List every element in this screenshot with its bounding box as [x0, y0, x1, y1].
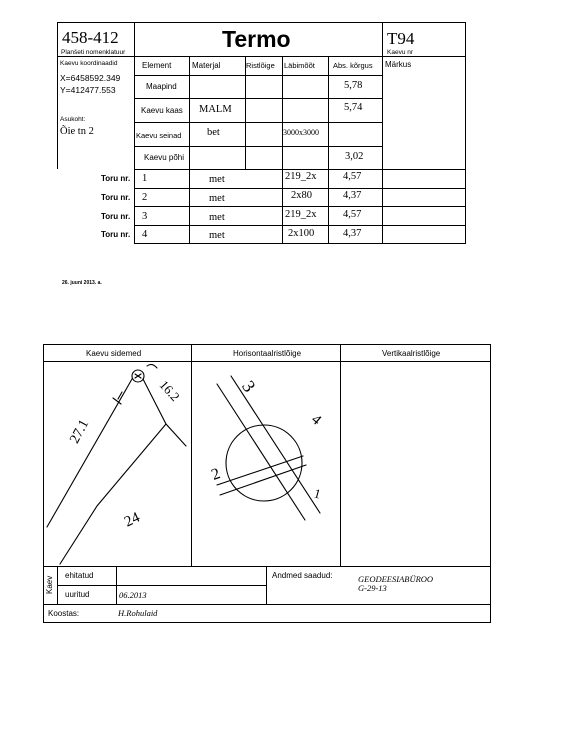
pipe-label: Toru nr. [101, 193, 131, 202]
pipe-height: 4,57 [343, 171, 362, 182]
row-material-walls: bet [207, 127, 220, 138]
pipe-height: 4,37 [343, 190, 362, 201]
row-height-ground: 5,78 [344, 80, 363, 91]
frame-line [266, 566, 267, 604]
col-header-height: Abs. kõrgus [333, 61, 373, 70]
built-label: ehitatud [65, 571, 94, 580]
sketch-col-vertical: Vertikaalristlõige [382, 349, 441, 358]
row-material-lid: MALM [199, 104, 232, 115]
author-value: H.Rohulaid [118, 608, 158, 618]
pipe-material: met [209, 193, 225, 204]
row-diameter-walls: 3000x3000 [283, 128, 319, 137]
source-value: GEODEESIABÜROO [358, 574, 434, 584]
measure-label: 24 [122, 509, 143, 531]
date-note: 26. juuni 2013. a. [62, 280, 102, 286]
coord-x: X=6458592.349 [60, 73, 121, 83]
location-label: Asukoht: [60, 116, 86, 123]
side-label: Kaev [45, 575, 54, 594]
well-outline [226, 425, 302, 501]
sketch-line [47, 379, 132, 527]
sketch-line [147, 364, 157, 368]
row-label-walls: Kaevu seinad [136, 131, 182, 140]
measure-label: 16.2 [156, 377, 183, 405]
pipe-number: 2 [142, 192, 148, 203]
pipe-number: 4 [142, 229, 148, 240]
col-header-material: Materjal [192, 61, 221, 70]
well-number-label: Kaevu nr [387, 49, 414, 56]
sketch-col-links: Kaevu sidemed [86, 349, 142, 358]
pipe-number-label: 4 [308, 411, 325, 429]
pipe-material: met [209, 174, 225, 185]
coords-label: Kaevu koordinaadid [60, 60, 118, 67]
pipe-line [217, 384, 305, 520]
frame-line [43, 604, 491, 605]
pipe-number-label: 1 [312, 485, 323, 502]
pipe-label: Toru nr. [101, 212, 131, 221]
page-title: Termo [222, 26, 291, 52]
pipe-number-label: 3 [238, 376, 260, 396]
pipe-diameter: 2x100 [288, 228, 315, 239]
sketch-col-horizontal: Horisontaalristlõige [233, 349, 302, 358]
col-header-remarks: Märkus [385, 60, 412, 69]
col-header-diameter: Läbimõõt [284, 61, 315, 70]
well-number: T94 [387, 29, 415, 48]
col-header-section: Ristlõige [246, 61, 275, 70]
frame-line [57, 585, 266, 586]
nomenclature-label: Planšeti nomenklatuur [61, 49, 126, 56]
pipe-diameter: 2x80 [291, 190, 312, 201]
nomenclature-number: 458-412 [62, 28, 119, 47]
row-height-bottom: 3,02 [345, 151, 364, 162]
pipe-height: 4,57 [343, 209, 362, 220]
pipe-diameter: 219_2x [285, 209, 317, 220]
well-cross-icon [135, 374, 141, 378]
author-label: Koostas: [48, 609, 80, 618]
coord-y: Y=412477.553 [60, 85, 116, 95]
source-label: Andmed saadud: [272, 571, 333, 580]
sketch-line [60, 424, 166, 564]
pipe-number: 3 [142, 211, 148, 222]
row-label-ground: Maapind [146, 82, 177, 91]
col-header-element: Element [142, 61, 172, 70]
row-label-bottom: Kaevu põhi [144, 153, 185, 162]
row-height-lid: 5,74 [344, 102, 363, 113]
pipe-material: met [209, 212, 225, 223]
surveyed-label: uuritud [65, 590, 90, 599]
pipe-label: Toru nr. [101, 174, 131, 183]
row-label-lid: Kaevu kaas [141, 106, 183, 115]
source-code: G-29-13 [358, 583, 387, 593]
pipe-line [231, 376, 323, 513]
pipe-diameter: 219_2x [285, 171, 317, 182]
surveyed-value: 06.2013 [119, 590, 147, 600]
pipe-number: 1 [142, 173, 148, 184]
frame-line [43, 622, 491, 623]
pipe-number-label: 2 [209, 465, 223, 484]
location-value: Õie tn 2 [60, 126, 94, 137]
pipe-height: 4,37 [343, 228, 362, 239]
pipe-material: met [209, 230, 225, 241]
measure-label: 27.1 [67, 417, 93, 447]
pipe-label: Toru nr. [101, 230, 131, 239]
